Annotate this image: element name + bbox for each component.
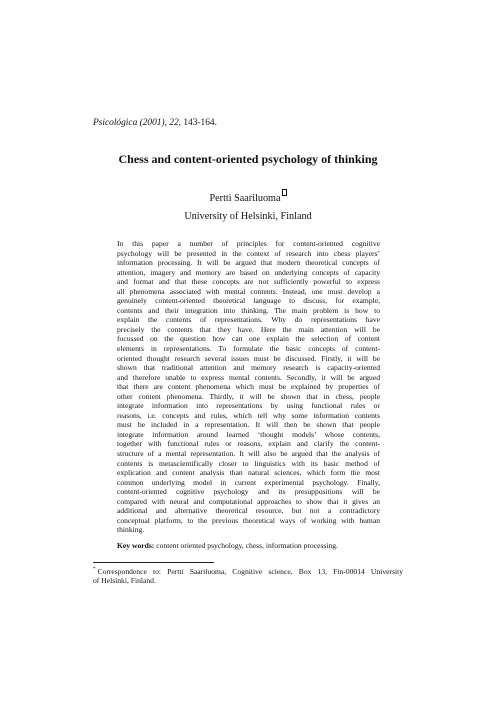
abstract-line: genuinely content-oriented theoretical language to discuss, for example, (117, 296, 380, 306)
abstract (117, 239, 380, 535)
abstract-line: content-oriented cognitive psychology and its presuppositions will be (117, 487, 380, 497)
abstract-line: integrate information around learned ‘thought models’ whose contents, (117, 429, 380, 439)
footnote-divider (93, 562, 214, 563)
abstract-line: focussed on the question how can one explain the selection of content (117, 334, 380, 344)
abstract-line: attention, imagery and memory are based on underlying concepts of capacity (117, 267, 380, 277)
abstract-line: other content phenomena. Thirdly, it will be shown that in chess, people (117, 391, 380, 401)
abstract-line: common underlying model in current experimental psychology. Finally, (117, 477, 380, 487)
author-line (60, 189, 436, 205)
abstract-line: that there are content phenomena which must be explained by properties of (117, 382, 380, 392)
keywords-text: content oriented psychology, chess, information processing. (154, 541, 338, 550)
author-name: Pertti Saariluoma (209, 193, 281, 204)
abstract-line: reasons, i.e. concepts and rules, which tell why some information contents (117, 410, 380, 420)
footnote-text: Correspondence to: Pertti Saariluoma, Cognitive science, Box 13, Fin-00014 University (97, 567, 403, 576)
journal-volume: Psicológica (2001), 22, (93, 118, 182, 128)
abstract-line: and format and that these concepts are not sufficiently powerful to express (117, 277, 380, 287)
abstract-line: together with functional rules or reasons, explain and clarify the content- (117, 439, 380, 449)
footnote-line (93, 565, 403, 576)
footnote-marker-box[interactable] (282, 189, 287, 196)
abstract-line: compared with neural and computational approaches to show that it gives an (117, 496, 380, 506)
footnote-line: of Helsinki, Finland. (93, 575, 156, 585)
footnote-asterisk: * (93, 567, 96, 572)
abstract-line: must be included in a representation. It will then be shown that people (117, 420, 380, 430)
abstract-line: contents and their integration into thinking. The main problem is how to (117, 305, 380, 315)
abstract-line: integrate information into representations by using functional rules or (117, 401, 380, 411)
abstract-line: elements in representations. To formulate the basic concepts of content- (117, 344, 380, 354)
keywords-label: Key words: (117, 541, 155, 550)
abstract-line: oriented thought research several issues must be discussed. Firstly, it will be (117, 353, 380, 363)
page-range: 143-164. (181, 118, 217, 128)
abstract-line: contents is metascientifically closer to linguistics with its basic method of (117, 458, 380, 468)
affiliation: University of Helsinki, Finland (184, 211, 312, 222)
abstract-line: conceptual platform, to the previous theoretical ways of working with human (117, 515, 380, 525)
abstract-line: all phenomena associated with mental contents. Instead, one must develop a (117, 286, 380, 296)
paper-title: Chess and content-oriented psychology of thinking (118, 152, 378, 166)
journal-citation (93, 117, 217, 129)
abstract-line: structure of a mental representation. It will also be argued that the analysis of (117, 449, 380, 459)
abstract-line: information processing. It will be argued that modern theoretical concepts of (117, 258, 380, 268)
keywords (117, 541, 387, 551)
abstract-line: psychology will be presented in the context of research into chess players’ (117, 248, 380, 258)
abstract-line: In this paper a number of principles for content-oriented cognitive (117, 239, 380, 248)
abstract-line: and therefore unable to express mental contents. Secondly, it will be argued (117, 372, 380, 382)
abstract-line: additional and alternative theoretical resource, but not a contradictory (117, 506, 380, 516)
abstract-line: explication and content analysis than natural sciences, which form the most (117, 468, 380, 478)
abstract-line: shown that traditional attention and memory research is capacity-oriented (117, 363, 380, 373)
abstract-line: thinking. (117, 525, 145, 535)
abstract-line: precisely the contents that they have. Here the main attention will be (117, 324, 380, 334)
abstract-line: explain the contents of representations. Why do representations have (117, 315, 380, 325)
footnote (93, 565, 403, 586)
